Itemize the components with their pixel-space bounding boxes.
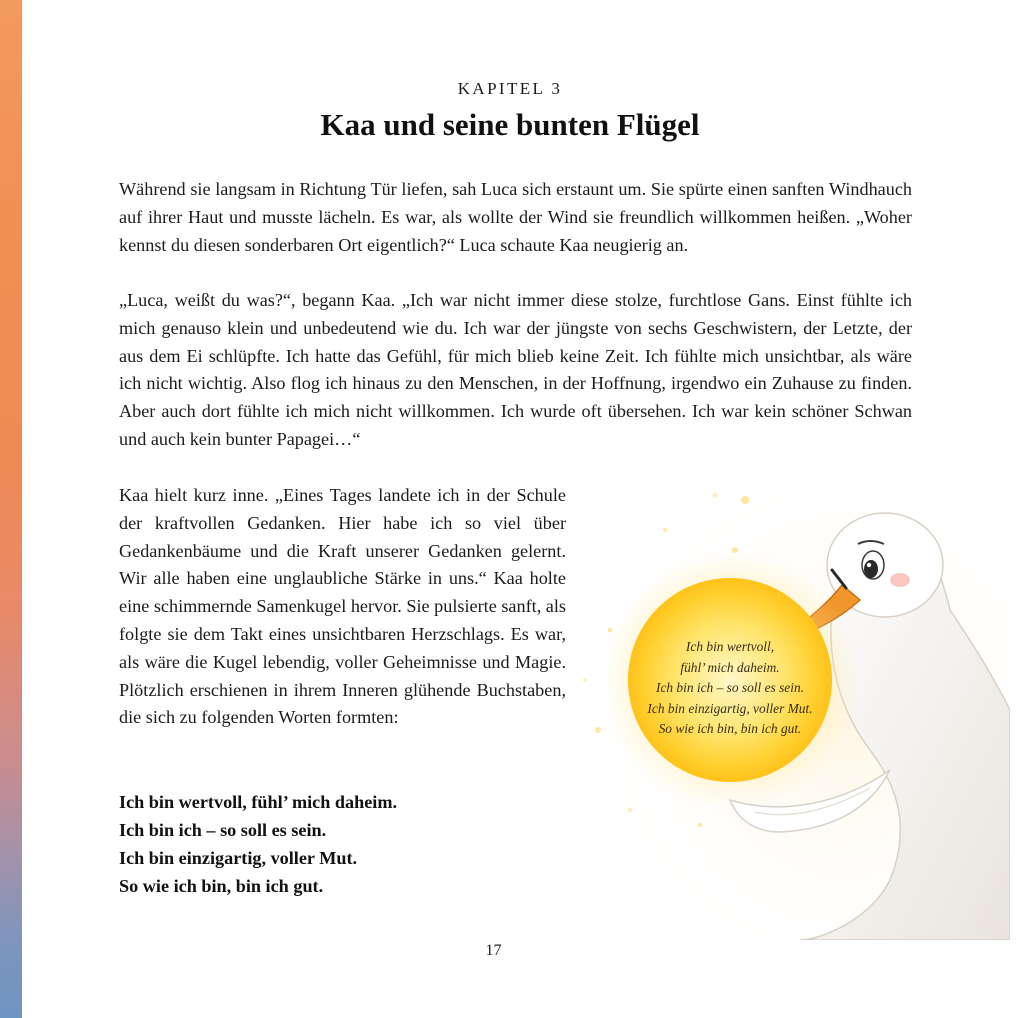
chapter-title: Kaa und seine bunten Flügel bbox=[320, 107, 700, 142]
chapter-label: KAPITEL 3 bbox=[457, 79, 563, 98]
verse-line: So wie ich bin, bin ich gut. bbox=[119, 876, 324, 896]
orb-text-line: So wie ich bin, bin ich gut. bbox=[658, 721, 802, 737]
verse-line: Ich bin wertvoll, fühl’ mich daheim. bbox=[119, 792, 398, 812]
paragraph-2: „Luca, weißt du was?“, begann Kaa. „Ich war nicht immer diese stolze, furchtlose Gans. Einst fühlte ich mich genauso klein und unbedeutend wie du. Ich war der jüngste von sechs Geschwistern, der Letzte, der aus dem Ei schlüpfte. Ich hatte das Gefühl, für mich blieb keine Zeit. Ich fühlte mich unsichtbar, als wäre ich nicht wichtig. Also flog ich hinaus zu den Menschen, in der Hoffnung, irgendwo ein Zuhause zu finden. Aber auch dort fühlte ich mich nicht willkommen. Ich wurde oft übersehen. Ich war kein schöner Schwan und auch kein bunter Papagei…“ bbox=[119, 290, 912, 449]
page-edge-color-strip bbox=[0, 0, 22, 1018]
orb-affirmation-text bbox=[630, 637, 830, 740]
paragraph-1: Während sie langsam in Richtung Tür liefen, sah Luca sich erstaunt um. Sie spürte einen sanften Windhauch auf ihrer Haut und musste lächeln. Es war, als wollte der Wind sie freundlich willkommen heißen. „Woher kennst du diesen sonderbaren Ort eigentlich?“ Luca schaute Kaa neugierig an. bbox=[119, 179, 912, 255]
orb-text-line: Ich bin ich – so soll es sein. bbox=[655, 680, 805, 696]
page-number: 17 bbox=[485, 942, 502, 959]
affirmation-verse bbox=[119, 788, 579, 900]
verse-line: Ich bin ich – so soll es sein. bbox=[119, 820, 327, 840]
orb-text-line: Ich bin wertvoll, bbox=[685, 639, 775, 654]
paragraph-3: Kaa hielt kurz inne. „Eines Tages landete ich in der Schule der kraftvollen Gedanken. Hier habe ich so viel über Gedankenbäume und die Kraft unserer Gedanken gelernt. Wir alle haben eine unglaubliche Stärke in uns.“ Kaa holte eine schimmernde Samenkugel hervor. Sie pulsierte sanft, als folgte sie dem Takt eines unsichtbaren Herzschlags. Es war, als wäre die Kugel lebendig, voller Geheimnisse und Magie. Plötzlich erschienen in ihrem Inneren glühende Buchstaben, die sich zu folgenden Worten formten: bbox=[119, 485, 566, 728]
verse-line: Ich bin einzigartig, voller Mut. bbox=[119, 848, 358, 868]
orb-text-line: fühl’ mich daheim. bbox=[680, 659, 780, 675]
orb-text-line: Ich bin einzigartig, voller Mut. bbox=[647, 700, 813, 716]
